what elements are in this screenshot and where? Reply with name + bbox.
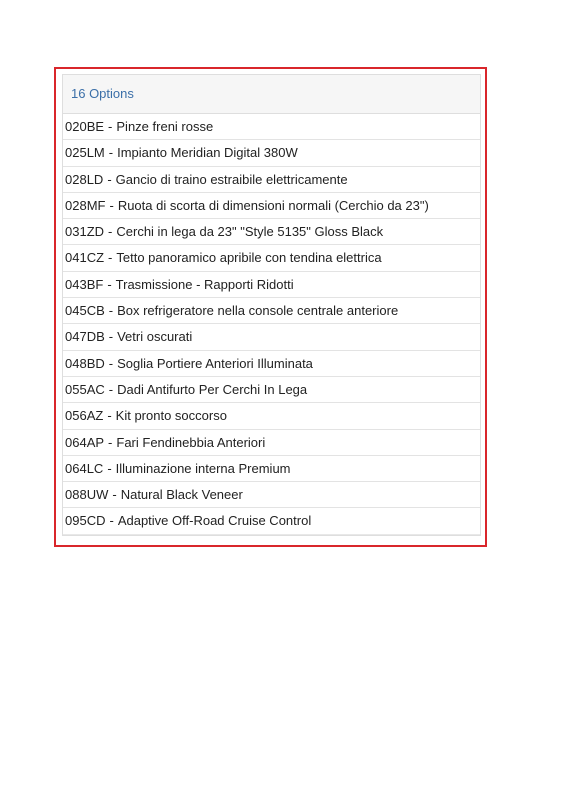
highlight-frame bbox=[54, 67, 487, 547]
option-code: 055AC bbox=[65, 381, 105, 397]
option-item bbox=[63, 114, 480, 140]
option-label: Tetto panoramico apribile con tendina elettrica bbox=[116, 250, 382, 266]
option-separator: - bbox=[108, 145, 114, 161]
option-label: Adaptive Off-Road Cruise Control bbox=[117, 513, 312, 529]
option-label: Vetri oscurati bbox=[117, 329, 193, 345]
option-separator: - bbox=[108, 434, 113, 450]
option-separator: - bbox=[108, 303, 114, 319]
option-separator: - bbox=[108, 119, 113, 134]
option-separator: - bbox=[112, 487, 117, 503]
option-separator: - bbox=[107, 276, 112, 292]
option-item bbox=[63, 430, 480, 456]
option-label: Illuminazione interna Premium bbox=[115, 460, 291, 476]
option-label: Cerchi in lega da 23" "Style 5135" Gloss Black bbox=[116, 224, 384, 240]
option-separator: - bbox=[109, 197, 114, 213]
option-item bbox=[63, 193, 480, 219]
option-code: 043BF bbox=[65, 276, 104, 292]
option-code: 028LD bbox=[65, 171, 104, 187]
option-item bbox=[63, 351, 480, 377]
option-item bbox=[63, 377, 480, 403]
option-code: 064AP bbox=[65, 434, 105, 450]
option-separator: - bbox=[108, 250, 113, 266]
option-code: 020BE bbox=[65, 119, 105, 134]
option-label: Trasmissione - Rapporti Ridotti bbox=[115, 276, 294, 292]
option-code: 056AZ bbox=[65, 408, 104, 424]
option-item bbox=[63, 219, 480, 245]
option-code: 095CD bbox=[65, 513, 106, 529]
option-code: 064LC bbox=[65, 460, 104, 476]
option-label: Kit pronto soccorso bbox=[115, 408, 227, 424]
options-panel bbox=[62, 74, 481, 536]
option-separator: - bbox=[109, 513, 114, 529]
option-item bbox=[63, 272, 480, 298]
option-separator: - bbox=[108, 224, 113, 240]
option-label: Pinze freni rosse bbox=[116, 119, 214, 134]
option-label: Box refrigeratore nella console centrale anteriore bbox=[117, 303, 399, 319]
option-separator: - bbox=[108, 381, 114, 397]
option-item bbox=[63, 298, 480, 324]
option-item bbox=[63, 456, 480, 482]
option-item bbox=[63, 167, 480, 193]
option-label: Impianto Meridian Digital 380W bbox=[117, 145, 298, 161]
option-label: Natural Black Veneer bbox=[120, 487, 243, 503]
option-separator: - bbox=[107, 408, 112, 424]
option-item bbox=[63, 140, 480, 166]
option-item bbox=[63, 324, 480, 350]
options-list bbox=[63, 114, 480, 535]
option-code: 088UW bbox=[65, 487, 109, 503]
option-code: 045CB bbox=[65, 303, 105, 319]
option-label: Ruota di scorta di dimensioni normali (Cerchio da 23") bbox=[117, 197, 429, 213]
option-item bbox=[63, 403, 480, 429]
option-separator: - bbox=[108, 355, 114, 371]
option-separator: - bbox=[107, 171, 112, 187]
option-label: Dadi Antifurto Per Cerchi In Lega bbox=[117, 381, 308, 397]
option-code: 025LM bbox=[65, 145, 105, 161]
option-separator: - bbox=[107, 460, 112, 476]
option-item bbox=[63, 482, 480, 508]
option-item bbox=[63, 508, 480, 534]
option-code: 028MF bbox=[65, 197, 106, 213]
option-label: Fari Fendinebbia Anteriori bbox=[116, 434, 266, 450]
option-separator: - bbox=[108, 329, 114, 345]
option-code: 047DB bbox=[65, 329, 105, 345]
option-code: 031ZD bbox=[65, 224, 105, 240]
option-label: Soglia Portiere Anteriori Illuminata bbox=[117, 355, 313, 371]
option-item bbox=[63, 245, 480, 271]
option-code: 048BD bbox=[65, 355, 105, 371]
option-label: Gancio di traino estraibile elettricamente bbox=[115, 171, 348, 187]
options-count-heading: 16 Options bbox=[63, 75, 480, 114]
option-code: 041CZ bbox=[65, 250, 105, 266]
